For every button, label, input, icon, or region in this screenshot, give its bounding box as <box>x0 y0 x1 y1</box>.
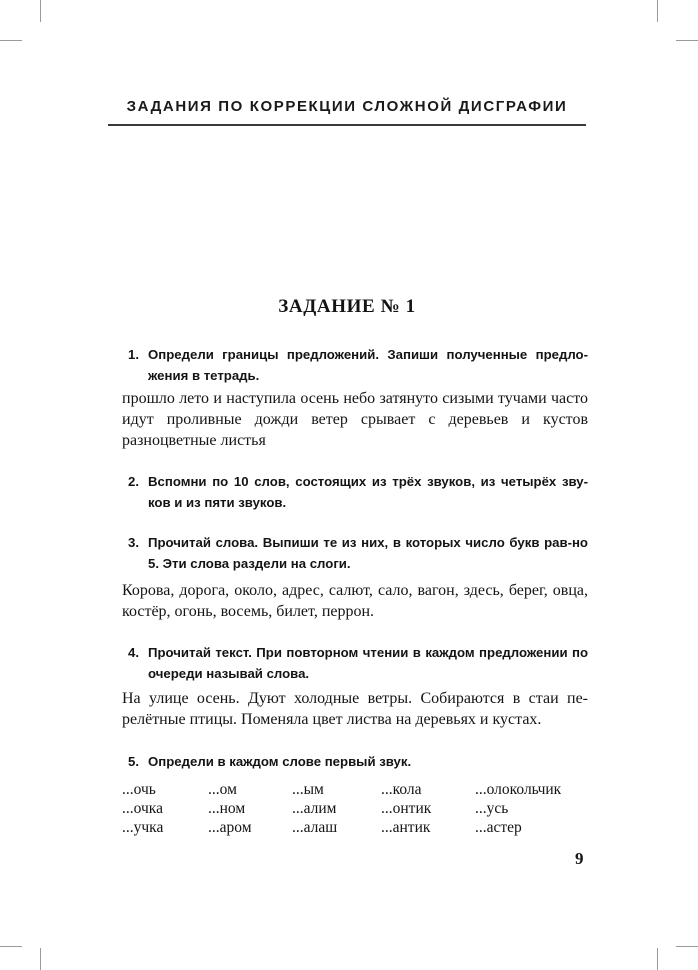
word-item: ...астер <box>475 819 522 836</box>
task-number: 2. <box>128 474 139 489</box>
paragraph-word-list: Корова, дорога, около, адрес, салют, сало, вагон, здесь, берег, овца, костёр, огонь, восемь, билет, перрон. <box>122 582 588 620</box>
task-5 <box>128 751 588 772</box>
word-item: ...усь <box>475 800 509 817</box>
crop-mark-bottom-left-vertical <box>40 948 41 970</box>
page-number: 9 <box>575 849 584 868</box>
task-number: 5. <box>128 754 139 769</box>
crop-mark-top-left <box>0 40 22 41</box>
word-item: ...онтик <box>381 800 432 817</box>
task-text: Определи в каждом слове первый звук. <box>148 754 412 769</box>
crop-mark-bottom-right <box>676 946 698 947</box>
word-item: ...кола <box>381 781 422 798</box>
word-item: ...ом <box>208 781 237 798</box>
word-item: ...очь <box>122 781 156 798</box>
running-header: ЗАДАНИЯ ПО КОРРЕКЦИИ СЛОЖНОЙ ДИСГРАФИИ <box>126 98 568 115</box>
task-1 <box>128 344 588 386</box>
word-item: ...очка <box>122 800 163 817</box>
word-column-3 <box>292 780 337 837</box>
assignment-title: ЗАДАНИЕ № 1 <box>278 296 416 317</box>
task-number: 3. <box>128 535 139 550</box>
task-text: Прочитай текст. При повторном чтении в каждом предложении по очереди называй слова. <box>148 645 588 681</box>
word-item: ...учка <box>122 819 164 836</box>
task-3 <box>128 532 588 574</box>
word-item: ...алим <box>292 800 337 817</box>
task-number: 4. <box>128 645 139 660</box>
paragraph-unpunctuated-text: прошло лето и наступила осень небо затянуто сизыми тучами часто идут проливные дожди ветер срывает с деревьев и кустов разноцветные листья <box>122 390 588 449</box>
task-text: Определи границы предложений. Запиши полученные предло-жения в тетрадь. <box>148 347 588 383</box>
crop-mark-bottom-left <box>0 946 22 947</box>
word-column-4 <box>381 780 431 837</box>
word-item: ...ном <box>208 800 246 817</box>
word-item: ...алаш <box>292 819 338 836</box>
task-text: Прочитай слова. Выпиши те из них, в которых число букв рав-но 5. Эти слова раздели на слоги. <box>148 535 588 571</box>
word-item: ...аром <box>208 819 252 836</box>
task-text: Вспомни по 10 слов, состоящих из трёх звуков, из четырёх зву-ков и из пяти звуков. <box>148 474 588 510</box>
crop-mark-top-right <box>676 40 698 41</box>
task-number: 1. <box>128 347 139 362</box>
task-4 <box>128 642 588 684</box>
word-item: ...олокольчик <box>475 781 562 798</box>
word-column-2 <box>208 780 252 837</box>
crop-mark-bottom-right-vertical <box>657 948 658 970</box>
crop-mark-top-left-vertical <box>40 0 41 22</box>
paragraph-reading-text: На улице осень. Дуют холодные ветры. Собираются в стаи пе-релётные птицы. Поменяла цвет листва на деревьях и кустах. <box>122 690 588 728</box>
word-column-5 <box>475 780 561 837</box>
header-rule <box>108 124 586 126</box>
word-item: ...ым <box>292 781 324 798</box>
word-column-1 <box>122 780 163 837</box>
task-2 <box>128 471 588 513</box>
word-item: ...антик <box>381 819 431 836</box>
crop-mark-top-right-vertical <box>657 0 658 22</box>
